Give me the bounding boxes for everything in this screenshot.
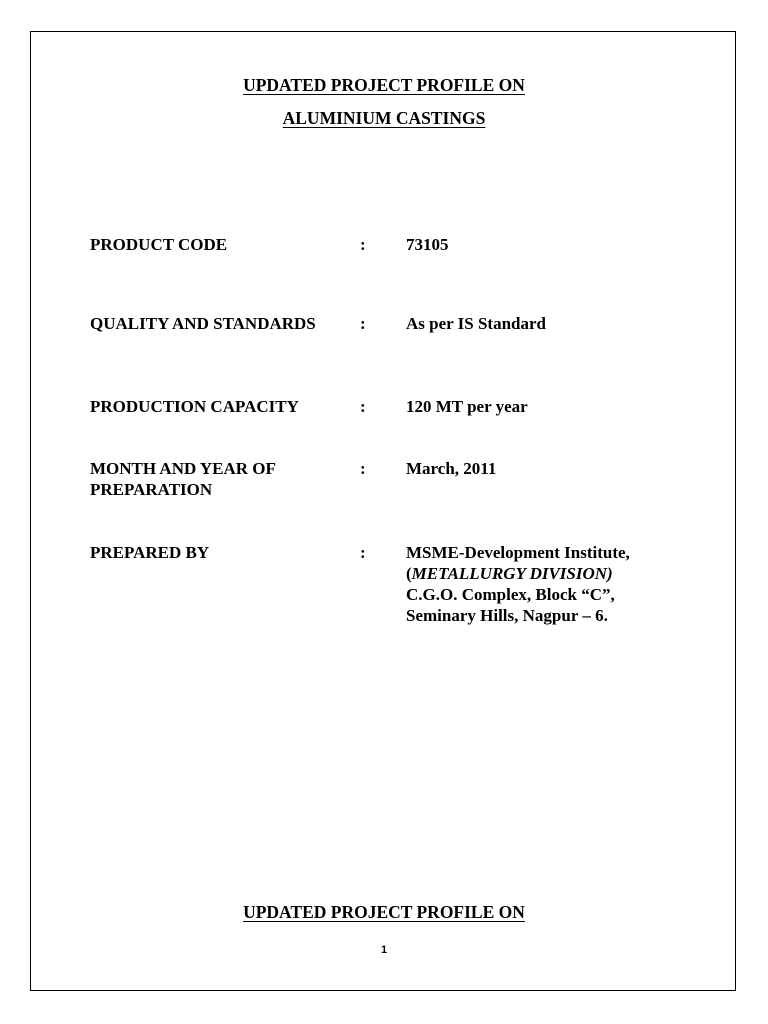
field-label: QUALITY AND STANDARDS	[90, 314, 316, 333]
address-line-2-paren: (	[406, 564, 412, 583]
footer-title	[0, 902, 768, 923]
field-value: March, 2011	[406, 459, 497, 478]
document-title-line-1-text: UPDATED PROJECT PROFILE ON	[243, 75, 525, 95]
page-number: 1	[380, 944, 388, 956]
address-line-1: MSME-Development Institute,	[406, 543, 630, 562]
field-value: 73105	[406, 235, 449, 254]
field-value: 120 MT per year	[406, 397, 528, 416]
address-line-2	[406, 563, 636, 584]
document-title-line-1	[0, 75, 768, 96]
address-line-4: Seminary Hills, Nagpur – 6.	[406, 606, 608, 625]
field-value: As per IS Standard	[406, 314, 546, 333]
footer-title-text: UPDATED PROJECT PROFILE ON	[243, 902, 525, 922]
field-label: PREPARED BY	[90, 543, 210, 562]
document-title-line-2	[0, 108, 768, 129]
field-value-address	[406, 542, 636, 626]
field-separator: :	[360, 459, 366, 478]
field-separator: :	[360, 314, 366, 333]
address-line-3: C.G.O. Complex, Block “C”,	[406, 585, 615, 604]
page-border	[30, 31, 736, 991]
field-label: PRODUCT CODE	[90, 235, 228, 254]
field-separator: :	[360, 235, 366, 254]
document-title-line-2-text: ALUMINIUM CASTINGS	[282, 108, 486, 128]
field-separator: :	[360, 397, 366, 416]
field-label: MONTH AND YEAR OF PREPARATION	[90, 459, 276, 499]
division-name: METALLURGY DIVISION)	[411, 564, 613, 583]
field-label: PRODUCTION CAPACITY	[90, 397, 299, 416]
field-separator: :	[360, 543, 366, 562]
